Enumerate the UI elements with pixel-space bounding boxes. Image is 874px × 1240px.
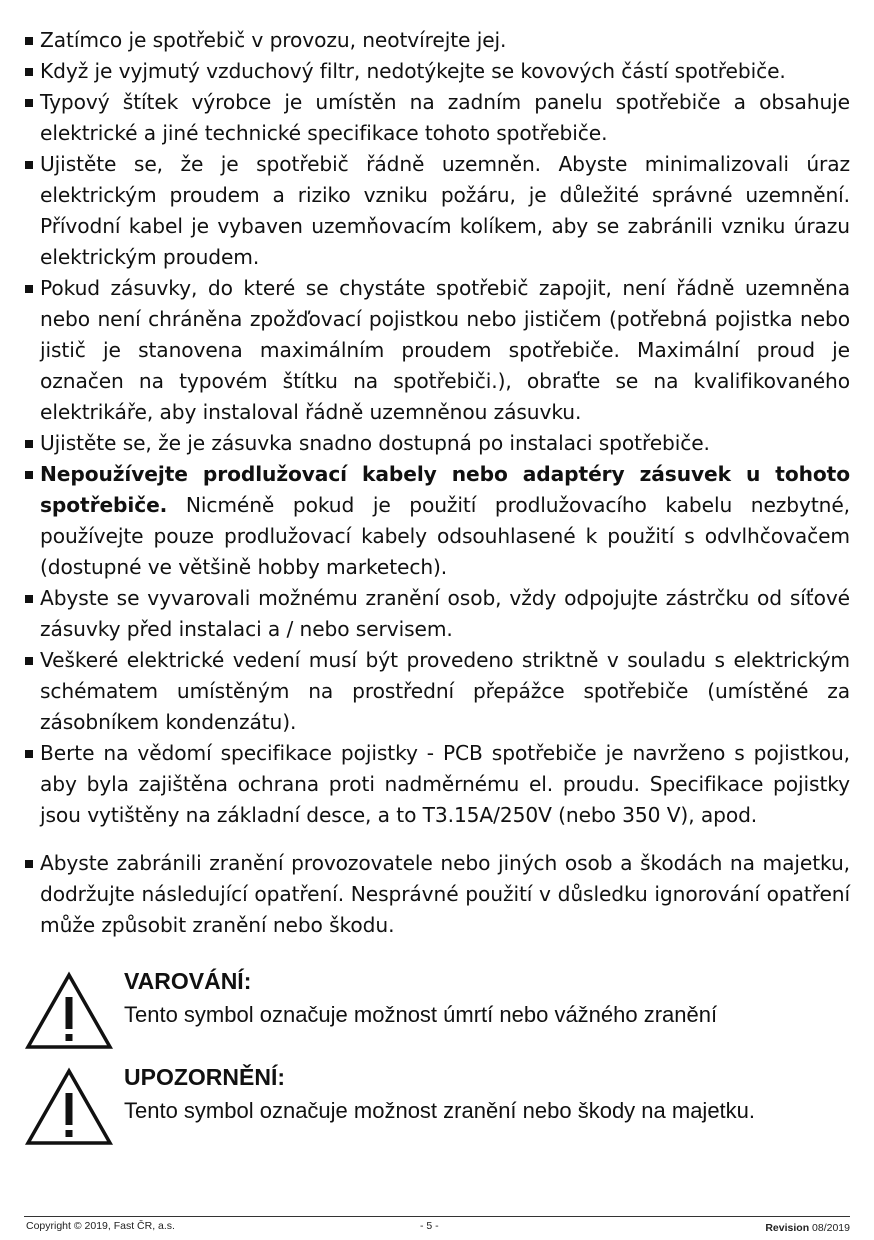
list-item — [24, 149, 850, 273]
revision-label: Revision — [765, 1222, 810, 1234]
list-item-text: Typový štítek výrobce je umístěn na zadním panelu spotřebiče a obsahuje elektrické a jiné technické specifikace tohoto spotřebiče. — [40, 90, 850, 145]
warning-triangle-icon — [24, 971, 114, 1051]
revision-date: 08/2019 — [812, 1222, 850, 1234]
list-item — [24, 738, 850, 831]
caution-text — [124, 1061, 755, 1127]
warning-title: VAROVÁNÍ: — [124, 968, 252, 994]
spacer — [24, 941, 850, 965]
list-item — [24, 459, 850, 583]
caution-title: UPOZORNĚNÍ: — [124, 1064, 285, 1090]
warning-text — [124, 965, 717, 1031]
list-item — [24, 428, 850, 459]
list-item-text: Berte na vědomí specifikace pojistky - PCB spotřebiče je navrženo s pojistkou, aby byla zajištěna ochrana proti nadměrnému el. proudu. Specifikace pojistky jsou vytištěny na základní desce, a to T3.15A/250V (nebo 350 V), apod. — [40, 741, 850, 827]
page-footer — [24, 1216, 850, 1234]
list-item — [24, 273, 850, 428]
document-body — [24, 25, 850, 1157]
footer-page-number: - 5 - — [420, 1220, 439, 1232]
precaution-list — [24, 848, 850, 941]
list-item-text: Veškeré elektrické vedení musí být provedeno striktně v souladu s elektrickým schématem umístěným na prostřední přepážce spotřebiče (umístěné za zásobníkem kondenzátu). — [40, 648, 850, 734]
safety-list — [24, 25, 850, 831]
list-item-text: Nicméně pokud je použití prodlužovacího kabelu nezbytné, používejte pouze prodlužovací kabely odsouhlasené k použití s odvlhčovačem (dostupné ve většině hobby marketech). — [40, 493, 850, 579]
warning-description: Tento symbol označuje možnost úmrtí nebo vážného zranění — [124, 1002, 718, 1027]
list-item — [24, 848, 850, 941]
list-item-text: Abyste zabránili zranění provozovatele nebo jiných osob a škodách na majetku, dodržujte následující opatření. Nesprávné použití v důsledku ignorování opatření může způsobit zranění nebo škodu. — [40, 851, 850, 937]
footer-revision — [765, 1222, 850, 1234]
list-item — [24, 56, 850, 87]
list-item — [24, 87, 850, 149]
warning-block — [24, 965, 850, 1061]
list-item-text: Ujistěte se, že je spotřebič řádně uzemněn. Abyste minimalizovali úraz elektrickým proudem a riziko vzniku požáru, je důležité správné uzemnění. Přívodní kabel je vybaven uzemňovacím kolíkem, aby se zabránili vzniku úrazu elektrickým proudem. — [40, 152, 850, 269]
caution-description: Tento symbol označuje možnost zranění nebo škody na majetku. — [124, 1098, 756, 1123]
caution-block — [24, 1061, 850, 1157]
footer-copyright: Copyright © 2019, Fast ČR, a.s. — [26, 1220, 175, 1232]
list-item-bold-text: Nepoužívejte prodlužovací kabely nebo adaptéry zásuvek u tohoto spotřebiče. — [40, 462, 850, 517]
list-item-text: Abyste se vyvarovali možnému zranění osob, vždy odpojujte zástrčku od síťové zásuvky před instalaci a / nebo servisem. — [40, 586, 850, 641]
list-item — [24, 645, 850, 738]
caution-triangle-icon — [24, 1067, 114, 1147]
list-item-text: Zatímco je spotřebič v provozu, neotvírejte jej. — [40, 28, 507, 52]
list-item-text: Když je vyjmutý vzduchový filtr, nedotýkejte se kovových částí spotřebiče. — [40, 59, 786, 83]
list-item-text: Ujistěte se, že je zásuvka snadno dostupná po instalaci spotřebiče. — [40, 431, 710, 455]
spacer — [24, 831, 850, 848]
list-item — [24, 583, 850, 645]
list-item — [24, 25, 850, 56]
list-item-text: Pokud zásuvky, do které se chystáte spotřebič zapojit, není řádně uzemněna nebo není chráněna zpožďovací pojistkou nebo jističem (potřebná pojistka nebo jistič je stanovena maximálním proudem spotřebiče. Maximální proud je označen na typovém štítku na spotřebiči.), obraťte se na kvalifikovaného elektrikáře, aby instaloval řádně uzemněnou zásuvku. — [40, 276, 850, 424]
